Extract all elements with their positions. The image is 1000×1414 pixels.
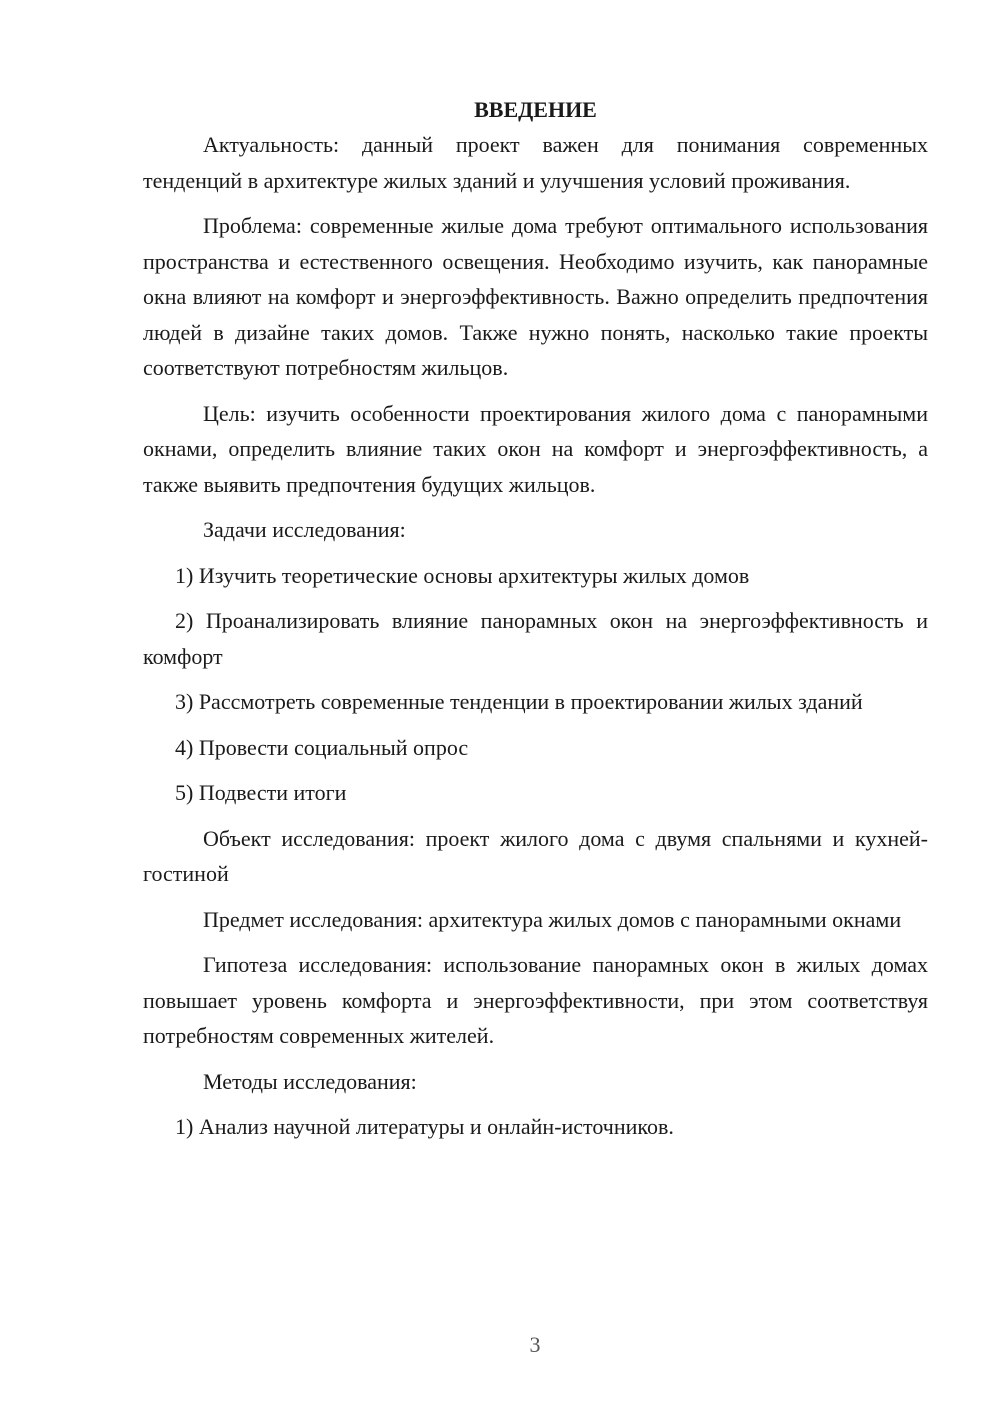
tasks-title: Задачи исследования: — [203, 517, 406, 542]
methods-title: Методы исследования: — [203, 1068, 417, 1094]
task-item: 2) Проанализировать влияние панорамных окон на энергоэффективность и комфорт — [143, 608, 928, 669]
object-paragraph: Объект исследования: проект жилого дома с двумя спальнями и кухней-гостиной — [143, 825, 928, 886]
task-item: 5) Подвести итоги — [175, 780, 347, 805]
goal-paragraph: Цель: изучить особенности проектирования жилого дома с панорамными окнами, определить влияние таких окон на комфорт и энергоэффективность, а также выявить предпочтения будущих жильцов. — [143, 400, 928, 497]
document-page — [143, 94, 928, 1155]
subject-paragraph: Предмет исследования: архитектура жилых домов с панорамными окнами — [203, 906, 902, 932]
relevance-paragraph: Актуальность: данный проект важен для понимания современных тенденций в архитектуре жилых зданий и улучшения условий проживания. — [143, 132, 928, 193]
task-item: 3) Рассмотреть современные тенденции в проектировании жилых зданий — [175, 689, 863, 714]
section-heading: ВВЕДЕНИЕ — [474, 97, 597, 122]
hypothesis-paragraph: Гипотеза исследования: использование панорамных окон в жилых домах повышает уровень комфорта и энергоэффективности, при этом соответствуя потребностям современных жителей. — [143, 952, 928, 1048]
page-number: 3 — [529, 1332, 541, 1357]
method-item: 1) Анализ научной литературы и онлайн-источников. — [175, 1114, 674, 1139]
task-item: 1) Изучить теоретические основы архитектуры жилых домов — [175, 562, 750, 588]
task-item: 4) Провести социальный опрос — [175, 734, 469, 760]
problem-paragraph: Проблема: современные жилые дома требуют оптимального использования пространства и естественного освещения. Необходимо изучить, как панорамные окна влияют на комфорт и энергоэффективность. Важно определить предпочтения людей в дизайне таких домов. Также нужно понять, насколько такие проекты соответствуют потребностям жильцов. — [143, 213, 928, 380]
